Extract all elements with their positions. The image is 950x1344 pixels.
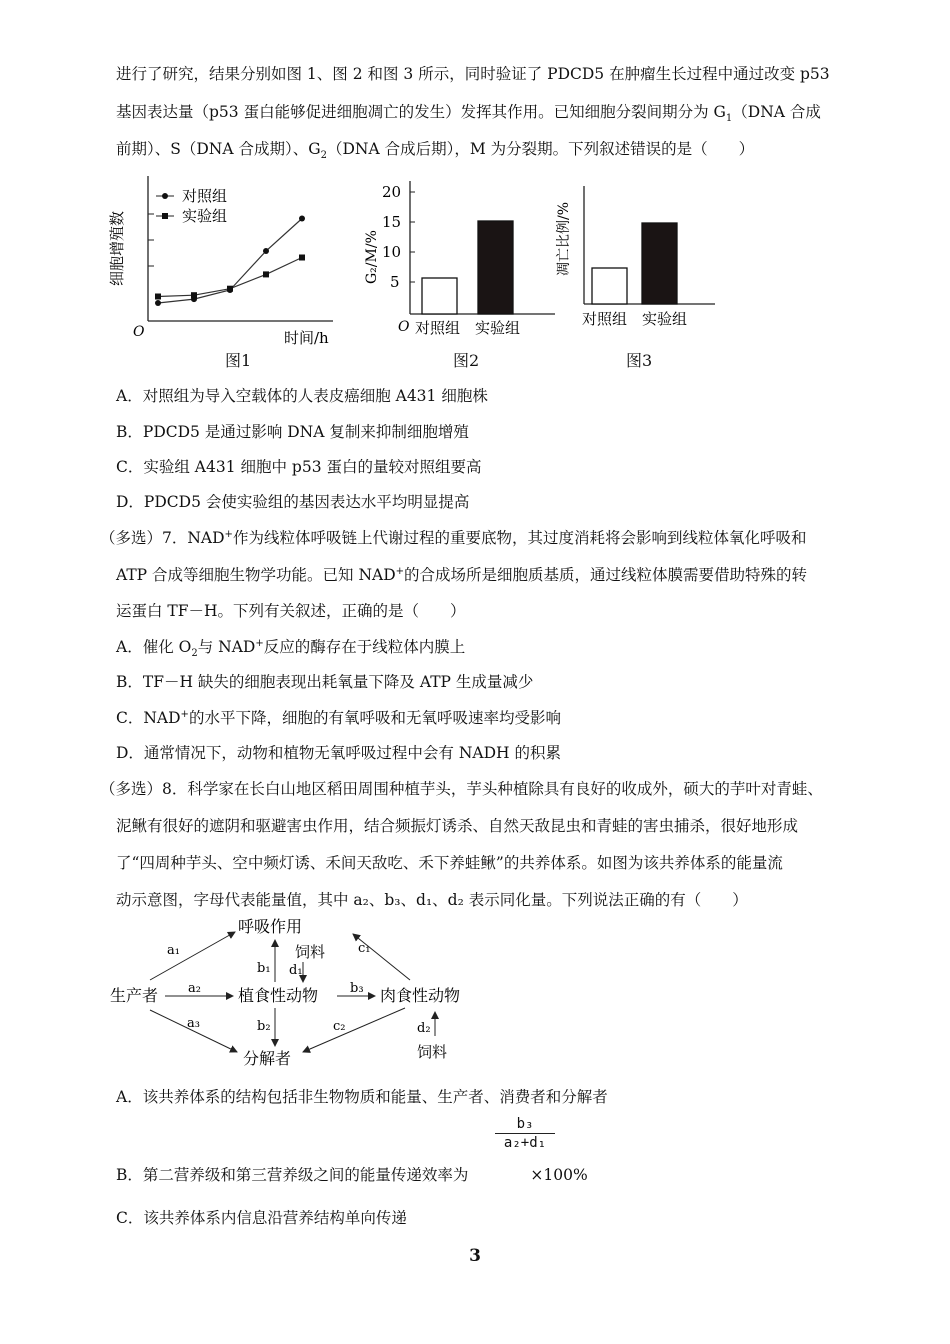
node-feed-top: 饲料 — [295, 943, 326, 961]
q7-option-b: B．TF－H 缺失的细胞表现出耗氧量下降及 ATP 生成量减少 — [116, 673, 534, 691]
q6-option-b: B．PDCD5 是通过影响 DNA 复制来抑制细胞增殖 — [116, 423, 469, 441]
node-producer: 生产者 — [110, 986, 159, 1005]
page-number: 3 — [469, 1246, 481, 1266]
fig2-bar-label-experiment: 实验组 — [475, 319, 521, 337]
figure-1-line-chart — [108, 166, 348, 346]
q8-option-c: C．该共养体系内信息沿营养结构单向传递 — [116, 1209, 407, 1227]
fig3-caption: 图3 — [626, 351, 653, 370]
fig2-tick-10: 10 — [382, 243, 402, 261]
fig2-tick-5: 5 — [390, 273, 400, 291]
fig1-point-experiment — [191, 292, 197, 298]
label-b3: b₃ — [350, 981, 364, 996]
fig2-caption: 图2 — [453, 351, 480, 370]
q8-option-b: B．第二营养级和第三营养级之间的能量传递效率为 ×100% — [116, 1166, 588, 1184]
label-a3: a₃ — [187, 1016, 200, 1031]
fig1-xlabel: 时间/h — [284, 329, 329, 346]
fig2-ylabel: G₂/M/% — [364, 230, 380, 284]
fig2-bar-control — [422, 278, 457, 314]
node-carnivore: 肉食性动物 — [380, 986, 461, 1005]
fig2-tick-20: 20 — [382, 183, 402, 201]
fig1-point-experiment — [155, 294, 161, 300]
fig3-bar-label-control: 对照组 — [582, 310, 628, 328]
energy-flow-diagram — [105, 912, 505, 1072]
fig3-bar-label-experiment: 实验组 — [642, 310, 688, 328]
q8-stem-line-4: 动示意图，字母代表能量值，其中 a₂、b₃、d₁、d₂ 表示同化量。下列说法正确的有（ ） — [116, 891, 748, 909]
fig1-point-experiment — [263, 271, 269, 277]
fig1-point-control — [155, 300, 161, 306]
q6-option-a: A．对照组为导入空载体的人表皮癌细胞 A431 细胞株 — [116, 387, 488, 405]
fig2-bar-experiment — [478, 221, 513, 314]
node-decomposer: 分解者 — [243, 1049, 292, 1068]
q8-stem-line-3: 了“四周种芋头、空中频灯诱、禾间天敌吃、禾下养蛙鳅”的共养体系。如图为该共养体系的能量流 — [116, 854, 783, 872]
fig2-tick-15: 15 — [382, 213, 402, 231]
label-a1: a₁ — [167, 943, 180, 958]
fig1-legend-control: 对照组 — [182, 187, 228, 205]
intro-line-3: 前期）、S（DNA 合成期）、$G_2(DNA$ 合成后期），M 为分裂期。下列叙述错误的是（ ） — [116, 140, 755, 162]
q7-option-d: D．通常情况下，动物和植物无氧呼吸过程中会有 NADH 的积累 — [116, 744, 561, 762]
fig1-ylabel: 细胞增殖数 — [108, 210, 126, 286]
fig1-point-control — [263, 248, 269, 254]
fig1-legend-experiment: 实验组 — [182, 207, 228, 225]
fraction-numerator: b₃ — [516, 1116, 534, 1132]
fig2-origin: O — [398, 319, 410, 335]
q7-stem-line-3: 运蛋白 TF－H。下列有关叙述，正确的是（ ） — [116, 602, 466, 620]
figure-2-bar-chart — [360, 176, 560, 341]
q6-option-c: C．实验组 A431 细胞中 p53 蛋白的量较对照组要高 — [116, 458, 482, 476]
q8-option-a: A．该共养体系的结构包括非生物物质和能量、生产者、消费者和分解者 — [116, 1088, 608, 1106]
fig1-point-experiment — [227, 286, 233, 292]
efficiency-fraction — [495, 1116, 555, 1151]
fig1-point-control — [299, 216, 305, 222]
fig1-caption: 图1 — [225, 351, 252, 370]
q8-stem-line-1: （多选）8．科学家在长白山地区稻田周围种植芋头，芋头种植除具有良好的收成外，硕大的芋叶对青蛙、 — [100, 780, 823, 798]
fig3-bar-experiment — [642, 223, 677, 304]
label-d2: d₂ — [417, 1021, 431, 1036]
node-feed-bottom: 饲料 — [417, 1043, 448, 1061]
label-c1: c₁ — [358, 941, 371, 956]
q7-option-c: C．NAD+的水平下降，细胞的有氧呼吸和无氧呼吸速率均受影响 — [116, 708, 561, 727]
fig3-ylabel: 凋亡比例/% — [556, 201, 572, 276]
node-respiration: 呼吸作用 — [238, 917, 303, 936]
fig1-point-experiment — [299, 255, 305, 261]
q7-stem-line-2: ATP 合成等细胞生物学功能。已知 NAD+的合成场所是细胞质基质，通过线粒体膜需要借助特殊的转 — [116, 565, 808, 584]
fig2-bar-label-control: 对照组 — [415, 319, 461, 337]
q7-option-a: A．催化 $O_2$与 NAD+反应的酶存在于线粒体内膜上 — [116, 637, 466, 660]
fig3-bar-control — [592, 268, 627, 304]
q8-stem-line-2: 泥鳅有很好的遮阴和驱避害虫作用，结合频振灯诱杀、自然天敌昆虫和青蛙的害虫捕杀，很好地形成 — [116, 817, 799, 835]
fraction-bar — [495, 1133, 555, 1134]
label-b2: b₂ — [257, 1019, 271, 1034]
label-d1: d₁ — [289, 963, 303, 978]
node-herbivore: 植食性动物 — [238, 986, 319, 1005]
label-a2: a₂ — [188, 981, 201, 996]
intro-line-2: 基因表达量（p53 蛋白能够促进细胞凋亡的发生）发挥其作用。已知细胞分裂间期分为 $G_1(DNA$ 合成 — [116, 103, 821, 125]
label-b1: b₁ — [257, 961, 271, 976]
q7-stem-line-1: （多选）7．NAD+作为线粒体呼吸链上代谢过程的重要底物，其过度消耗将会影响到线粒体氧化呼吸和 — [100, 528, 807, 547]
fig1-origin: O — [133, 324, 145, 340]
fraction-denominator: a₂+d₁ — [503, 1135, 547, 1151]
intro-line-1: 进行了研究，结果分别如图 1、图 2 和图 3 所示，同时验证了 PDCD5 在肿瘤生长过程中通过改变 p53 — [116, 65, 830, 83]
figure-3-bar-chart — [550, 176, 720, 336]
q6-option-d: D．PDCD5 会使实验组的基因表达水平均明显提高 — [116, 493, 470, 511]
label-c2: c₂ — [333, 1019, 346, 1034]
